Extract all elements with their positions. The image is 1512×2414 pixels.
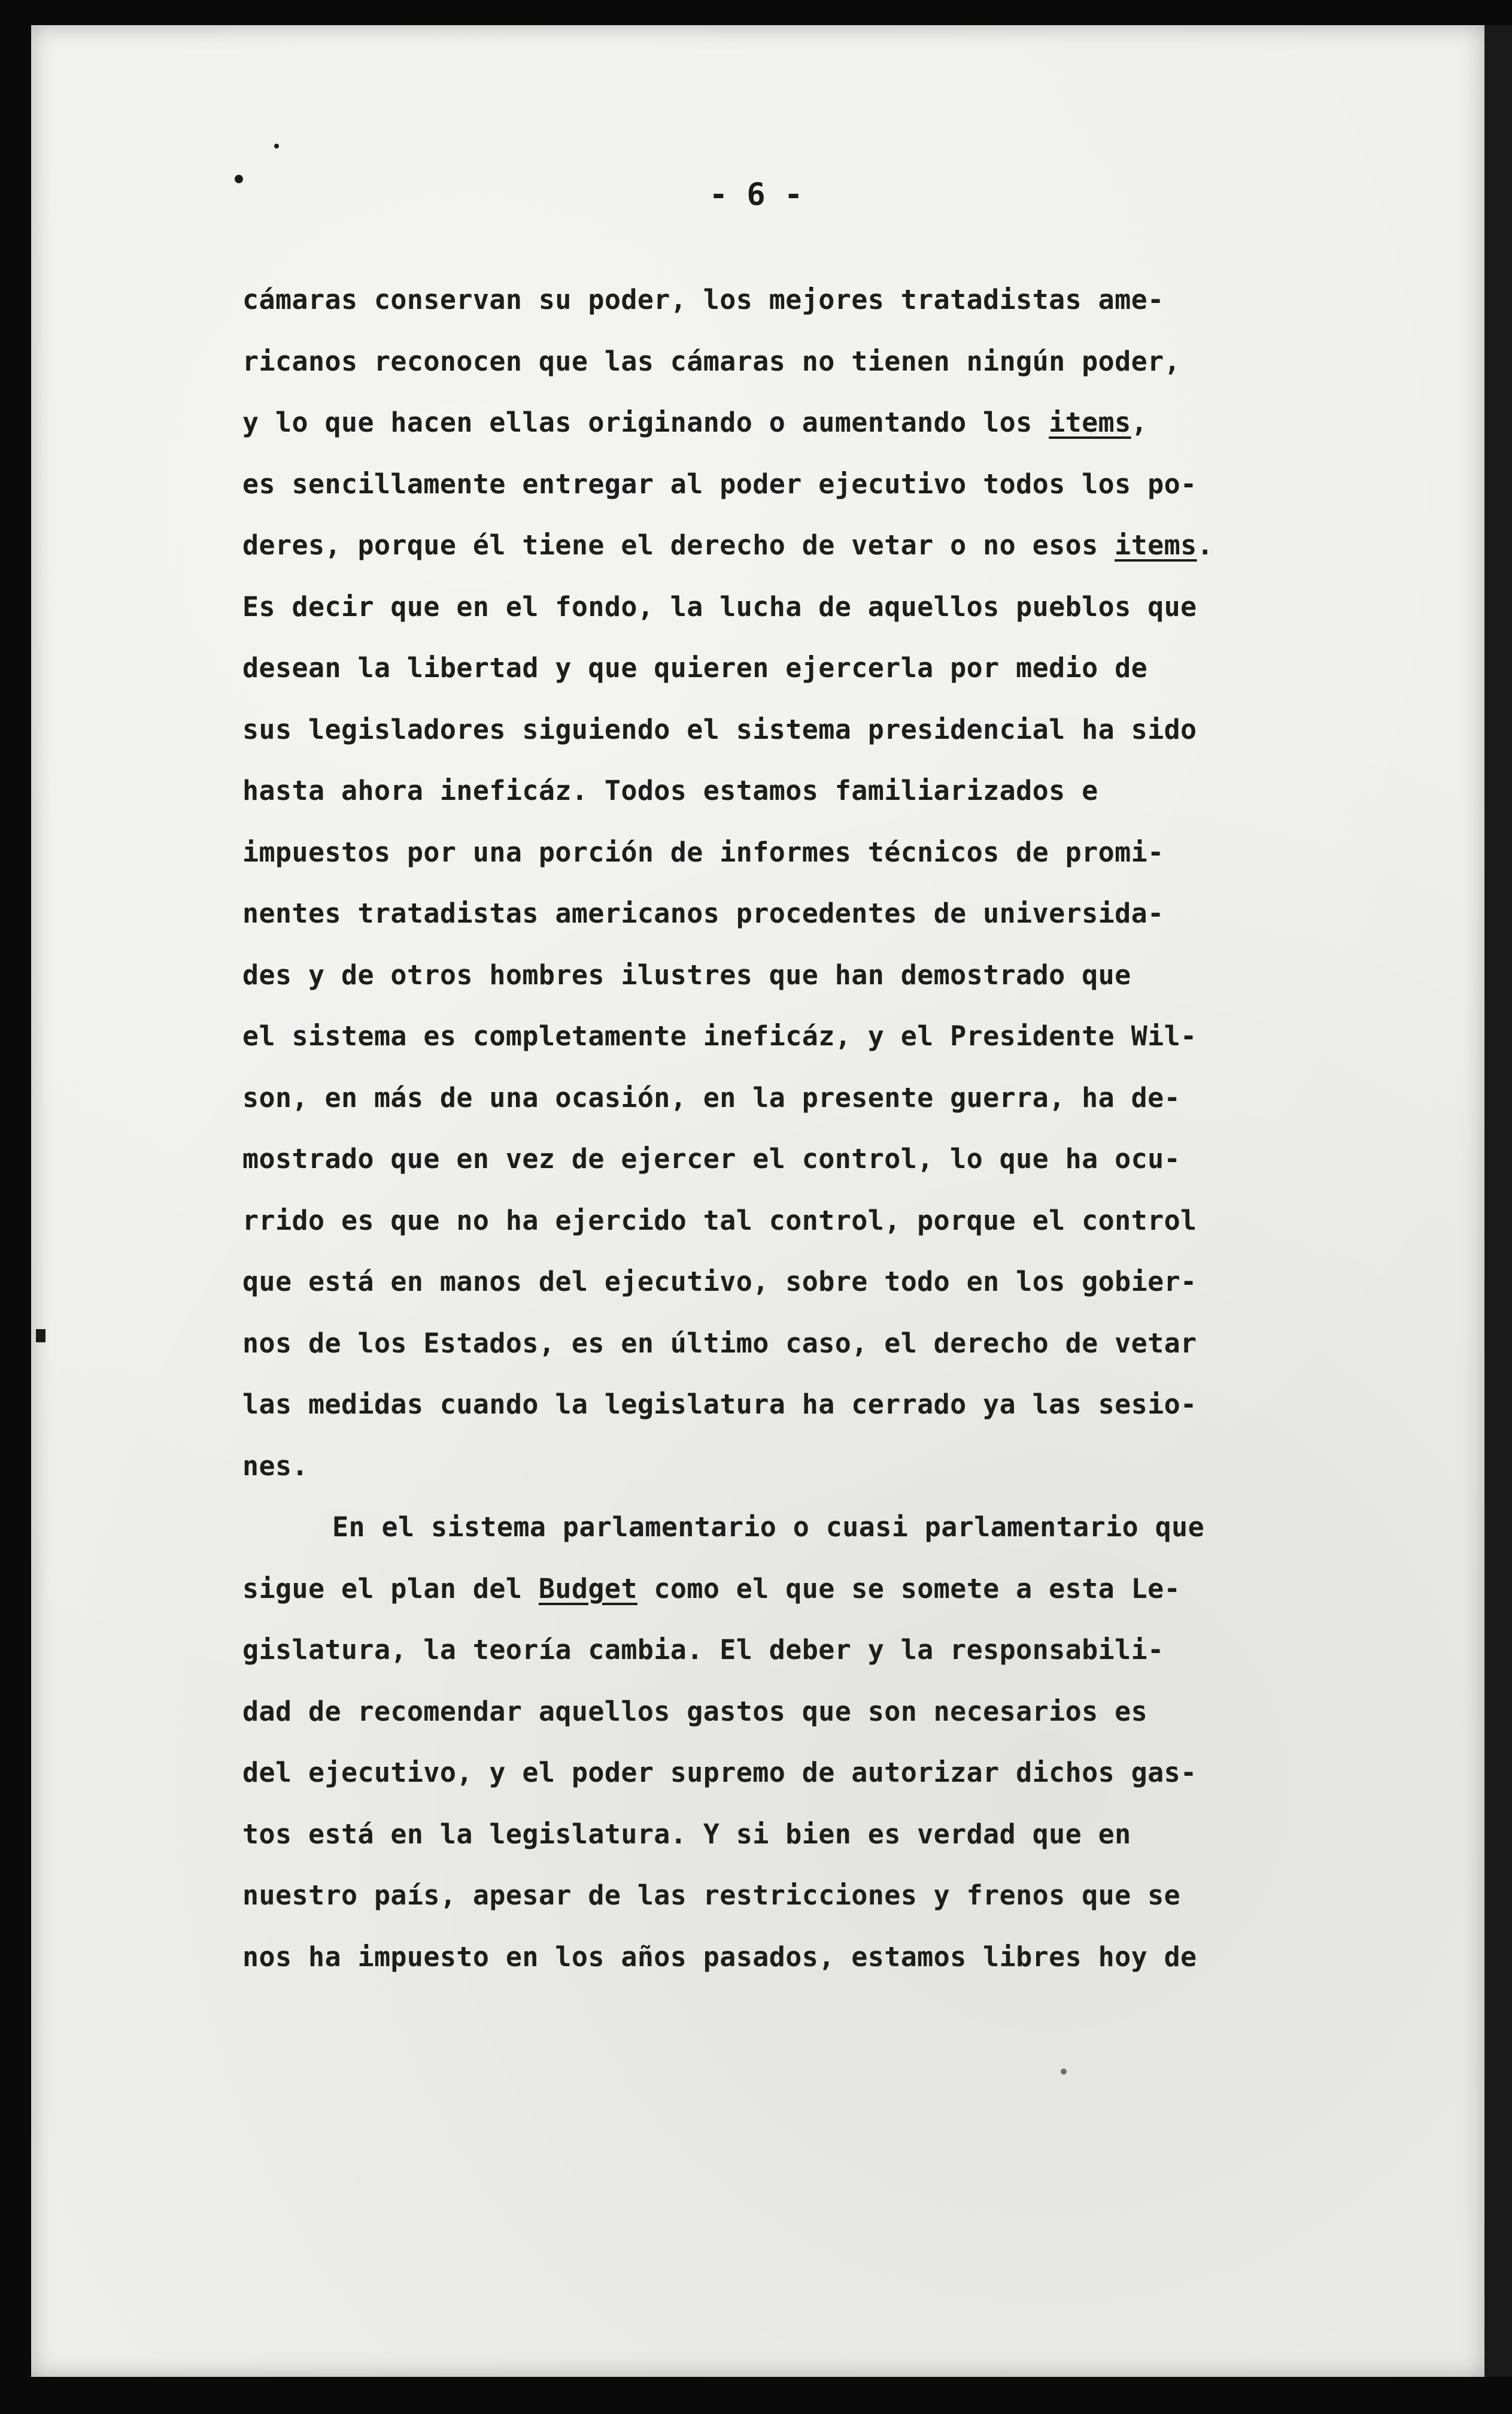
- text-segment: cámaras conservan su poder, los mejores tratadistas ame-: [242, 284, 1164, 316]
- text-segment: nuestro país, apesar de las restricciones y frenos que se: [242, 1879, 1181, 1911]
- text-line: [242, 1681, 1308, 1743]
- text-line: [242, 454, 1308, 515]
- text-line: [242, 1804, 1308, 1866]
- text-line: [242, 1927, 1308, 1988]
- text-line: [242, 1620, 1308, 1681]
- text-segment: nos de los Estados, es en último caso, el derecho de vetar: [242, 1327, 1197, 1359]
- text-segment: nos ha impuesto en los años pasados, estamos libres hoy de: [242, 1940, 1197, 1973]
- scan-speck: [274, 144, 279, 148]
- text-segment: el sistema es completamente ineficáz, y el Presidente Wil-: [242, 1020, 1197, 1052]
- text-line: [242, 822, 1308, 884]
- text-segment: .: [1197, 529, 1214, 561]
- text-segment: dad de recomendar aquellos gastos que son necesarios es: [242, 1695, 1148, 1727]
- text-line: [242, 699, 1308, 761]
- text-line: [242, 515, 1308, 577]
- text-line: [242, 638, 1308, 699]
- text-line: [242, 1006, 1308, 1068]
- text-segment: ricanos reconocen que las cámaras no tienen ningún poder,: [242, 345, 1181, 377]
- text-segment: como el que se somete a esta Le-: [637, 1572, 1181, 1605]
- text-segment: las medidas cuando la legislatura ha cerrado ya las sesio-: [242, 1388, 1197, 1420]
- text-segment: tos está en la legislatura. Y si bien es verdad que en: [242, 1818, 1131, 1850]
- text-line: [242, 577, 1308, 638]
- text-segment: y lo que hacen ellas originando o aumentando los: [242, 407, 1049, 438]
- text-segment: desean la libertad y que quieren ejercerla por medio de: [242, 652, 1148, 684]
- page-number: - 6 -: [709, 177, 803, 213]
- text-line: [242, 1436, 1308, 1497]
- text-line: [242, 1374, 1308, 1436]
- text-segment: deres, porque él tiene el derecho de vetar o no esos: [242, 529, 1115, 561]
- text-segment: nentes tratadistas americanos procedentes de universida-: [242, 897, 1164, 929]
- text-segment: que está en manos del ejecutivo, sobre todo en los gobier-: [242, 1266, 1197, 1297]
- underlined-word: items: [1115, 529, 1197, 561]
- text-line: [242, 1129, 1308, 1190]
- text-segment: Es decir que en el fondo, la lucha de aquellos pueblos que: [242, 590, 1197, 623]
- text-line: [242, 1558, 1308, 1620]
- underlined-word: Budget: [538, 1572, 637, 1605]
- text-segment: ,: [1131, 407, 1148, 438]
- text-segment: gislatura, la teoría cambia. El deber y la responsabili-: [242, 1634, 1164, 1666]
- text-segment: En el sistema parlamentario o cuasi parlamentario que: [332, 1511, 1205, 1543]
- text-line: [242, 269, 1308, 331]
- text-segment: hasta ahora ineficáz. Todos estamos familiarizados e: [242, 775, 1098, 806]
- scan-speck: [1061, 2069, 1067, 2075]
- text-line: [242, 1313, 1308, 1375]
- scan-speck: [36, 1329, 45, 1342]
- text-line: [242, 883, 1308, 945]
- text-segment: nes.: [242, 1449, 308, 1482]
- text-line: [242, 392, 1308, 454]
- text-line: [242, 945, 1308, 1006]
- text-segment: sus legisladores siguiendo el sistema presidencial ha sido: [242, 713, 1197, 745]
- text-line: [242, 1742, 1308, 1804]
- text-line: [242, 1865, 1308, 1927]
- text-segment: del ejecutivo, y el poder supremo de autorizar dichos gas-: [242, 1757, 1197, 1788]
- text-segment: es sencillamente entregar al poder ejecutivo todos los po-: [242, 468, 1197, 500]
- text-segment: mostrado que en vez de ejercer el control, lo que ha ocu-: [242, 1143, 1181, 1175]
- text-segment: des y de otros hombres ilustres que han demostrado que: [242, 959, 1131, 991]
- text-line: [242, 760, 1308, 822]
- underlined-word: items: [1049, 407, 1131, 438]
- text-line: [242, 1190, 1308, 1252]
- text-line: [242, 1068, 1308, 1129]
- text-line: [242, 1497, 1308, 1558]
- document-body: [242, 269, 1308, 1988]
- text-segment: son, en más de una ocasión, en la presente guerra, ha de-: [242, 1081, 1181, 1114]
- text-line: [242, 1251, 1308, 1313]
- text-segment: impuestos por una porción de informes técnicos de promi-: [242, 836, 1164, 868]
- text-segment: rrido es que no ha ejercido tal control, porque el control: [242, 1204, 1197, 1236]
- text-segment: sigue el plan del: [242, 1572, 539, 1605]
- text-line: [242, 331, 1308, 393]
- scan-edge: [1484, 25, 1512, 2377]
